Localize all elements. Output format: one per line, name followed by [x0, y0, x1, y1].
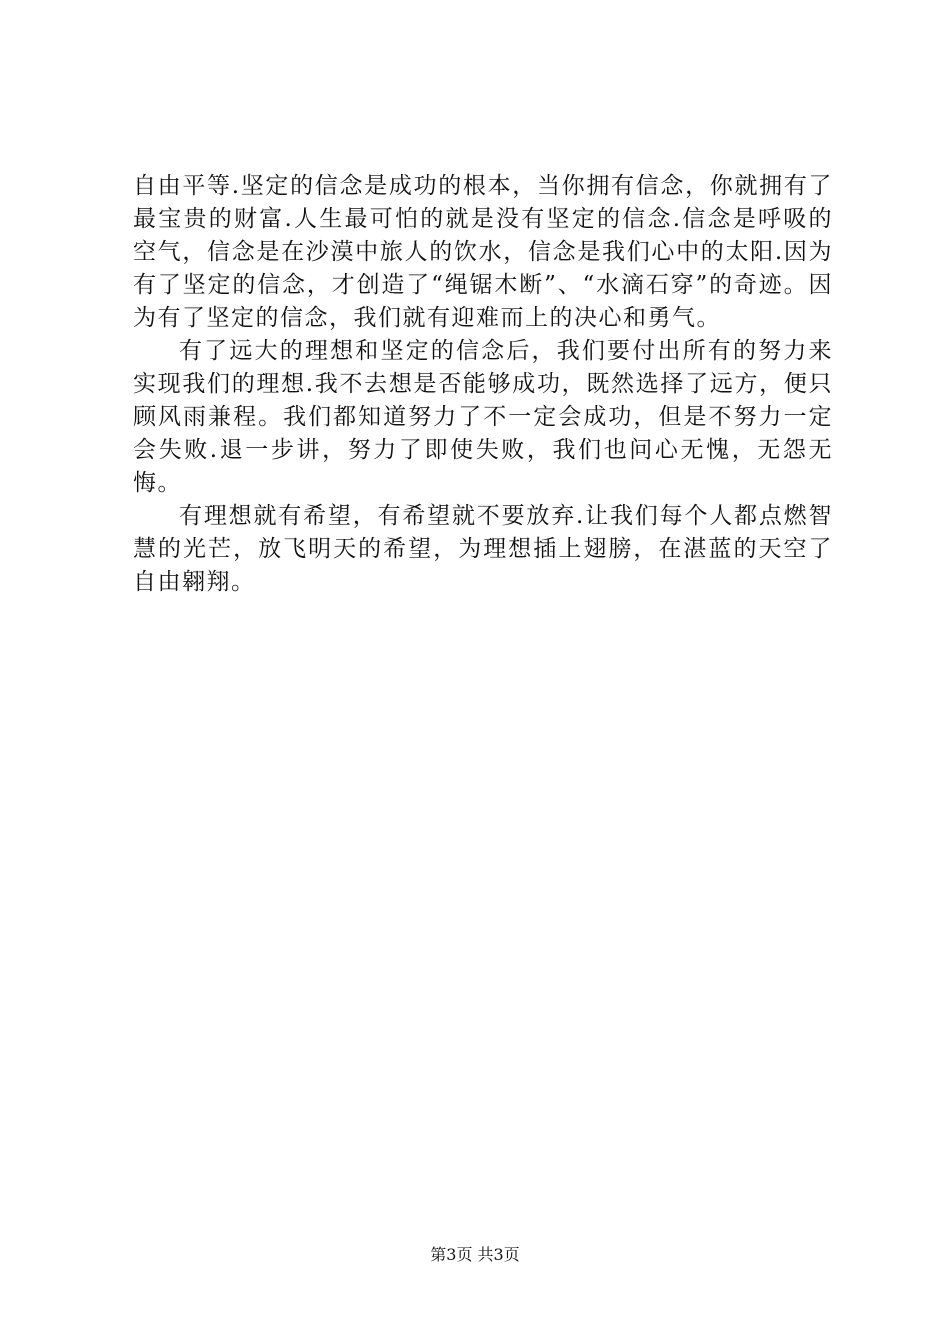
paragraph-3: 有理想就有希望，有希望就不要放弃.让我们每个人都点燃智慧的光芒，放飞明天的希望，为理想插上翅膀，在湛蓝的天空了自由翱翔。: [133, 503, 833, 595]
paragraph-2: 有了远大的理想和坚定的信念后，我们要付出所有的努力来实现我们的理想.我不去想是否能够成功，既然选择了远方，便只顾风雨兼程。我们都知道努力了不一定会成功，但是不努力一定会失败.退一步讲，努力了即使失败，我们也问心无愧，无怨无悔。: [133, 338, 833, 496]
page-footer: 第3页 共3页: [430, 1245, 520, 1264]
paragraph-1: 自由平等.坚定的信念是成功的根本，当你拥有信念，你就拥有了最宝贵的财富.人生最可怕的就是没有坚定的信念.信念是呼吸的空气，信念是在沙漠中旅人的饮水，信念是我们心中的太阳.因为有了坚定的信念，才创造了“绳锯木断”、“水滴石穿”的奇迹。因为有了坚定的信念，我们就有迎难而上的决心和勇气。: [133, 173, 833, 331]
document-body: [133, 170, 833, 599]
